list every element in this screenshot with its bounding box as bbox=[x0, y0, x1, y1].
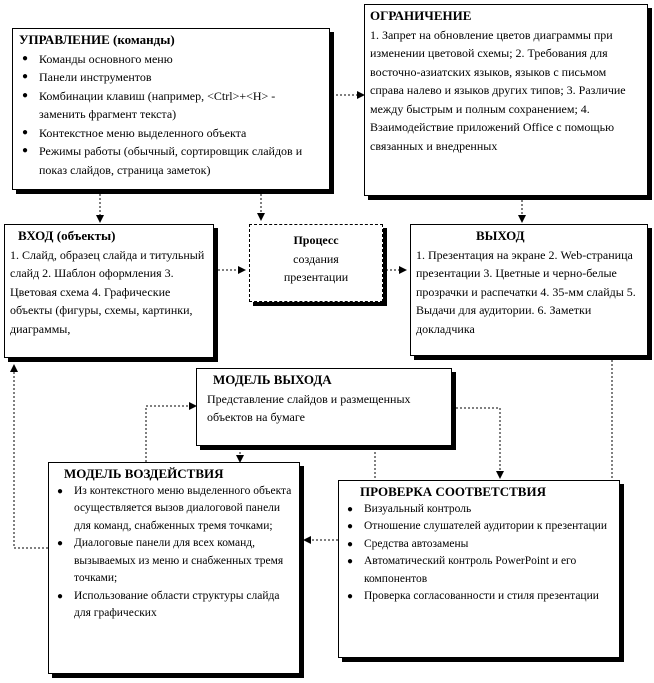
upravlenie-list bbox=[19, 50, 323, 180]
arrow-modelvyhoda-proverka bbox=[452, 408, 500, 478]
vyhod-text: 1. Презентация на экране 2. Web-страница презентации 3. Цветные и черно-белые прозрачки и распечатки 4. 35-мм слайды 5. Выдачи для аудитории. 6. Заметки докладчика bbox=[416, 247, 636, 336]
process-line3: презентации bbox=[283, 270, 349, 284]
list-item: ● Из контекстного меню выделенного объекта осуществляется вызов диалоговой панели для команд, снабженных тремя точками; bbox=[54, 483, 294, 536]
ogranichenie-text: 1. Запрет на обновление цветов диаграммы при изменении цветовой схемы; 2. Требования для восточно-азиатских языков, языков с письмом справа налево и языков других типов; 3. Различие между быстрым и полным сохранением; 4. Взаимодействие приложений Office с помощью связанных и внедренных bbox=[370, 27, 626, 153]
proverka-list bbox=[344, 501, 614, 606]
arrow-vozdeystvie-vhod bbox=[14, 365, 48, 548]
arrow-vozdeystvie-modelvyhoda bbox=[146, 406, 196, 462]
list-item: ● Контекстное меню выделенного объекта bbox=[19, 124, 323, 143]
process-box bbox=[249, 224, 383, 302]
upravlenie-title: УПРАВЛЕНИЕ (команды) bbox=[19, 32, 175, 47]
model-vozdeystviya-box bbox=[48, 462, 300, 674]
list-item: ● Визуальный контроль bbox=[344, 501, 614, 519]
ogranichenie-box bbox=[364, 4, 648, 196]
proverka-title: ПРОВЕРКА СООТВЕТСТВИЯ bbox=[360, 484, 546, 499]
list-item: ● Средства автозамены bbox=[344, 536, 614, 554]
vhod-title: ВХОД (объекты) bbox=[18, 228, 116, 243]
model-vozdeystviya-list bbox=[54, 483, 294, 623]
model-vyhoda-title: МОДЕЛЬ ВЫХОДА bbox=[213, 372, 332, 387]
process-line1: Процесс bbox=[293, 233, 339, 247]
vyhod-box bbox=[410, 224, 648, 356]
proverka-box bbox=[338, 480, 620, 658]
model-vozdeystviya-title: МОДЕЛЬ ВОЗДЕЙСТВИЯ bbox=[64, 466, 224, 481]
vhod-text: 1. Слайд, образец слайда и титульный слайд 2. Шаблон оформления 3. Цветовая схема 4. Графические объекты (фигуры, схемы, картинки, диаграммы, bbox=[10, 247, 205, 336]
list-item: ● Комбинации клавиш (например, <Ctrl>+<H> - заменить фрагмент текста) bbox=[19, 87, 323, 124]
ogranichenie-title: ОГРАНИЧЕНИЕ bbox=[370, 8, 472, 23]
list-item: ● Автоматический контроль PowerPoint и его компонентов bbox=[344, 553, 614, 588]
vhod-box bbox=[4, 224, 214, 358]
model-vyhoda-text: Представление слайдов и размещенных объектов на бумаге bbox=[207, 391, 411, 424]
process-line2: создания bbox=[293, 251, 339, 266]
list-item: ● Панели инструментов bbox=[19, 68, 323, 87]
list-item: ● Проверка согласованности и стиля презентации bbox=[344, 588, 614, 606]
upravlenie-box bbox=[12, 28, 330, 190]
list-item: ● Отношение слушателей аудитории к презентации bbox=[344, 518, 614, 536]
model-vyhoda-box bbox=[196, 368, 452, 446]
vyhod-title: ВЫХОД bbox=[476, 228, 525, 243]
list-item: ● Команды основного меню bbox=[19, 50, 323, 69]
list-item: ● Использование области структуры слайда для графических bbox=[54, 588, 294, 623]
list-item: ● Режимы работы (обычный, сортировщик слайдов и показ слайдов, страница заметок) bbox=[19, 142, 323, 179]
list-item: ● Диалоговые панели для всех команд, вызываемых из меню и снабженных тремя точками; bbox=[54, 535, 294, 588]
